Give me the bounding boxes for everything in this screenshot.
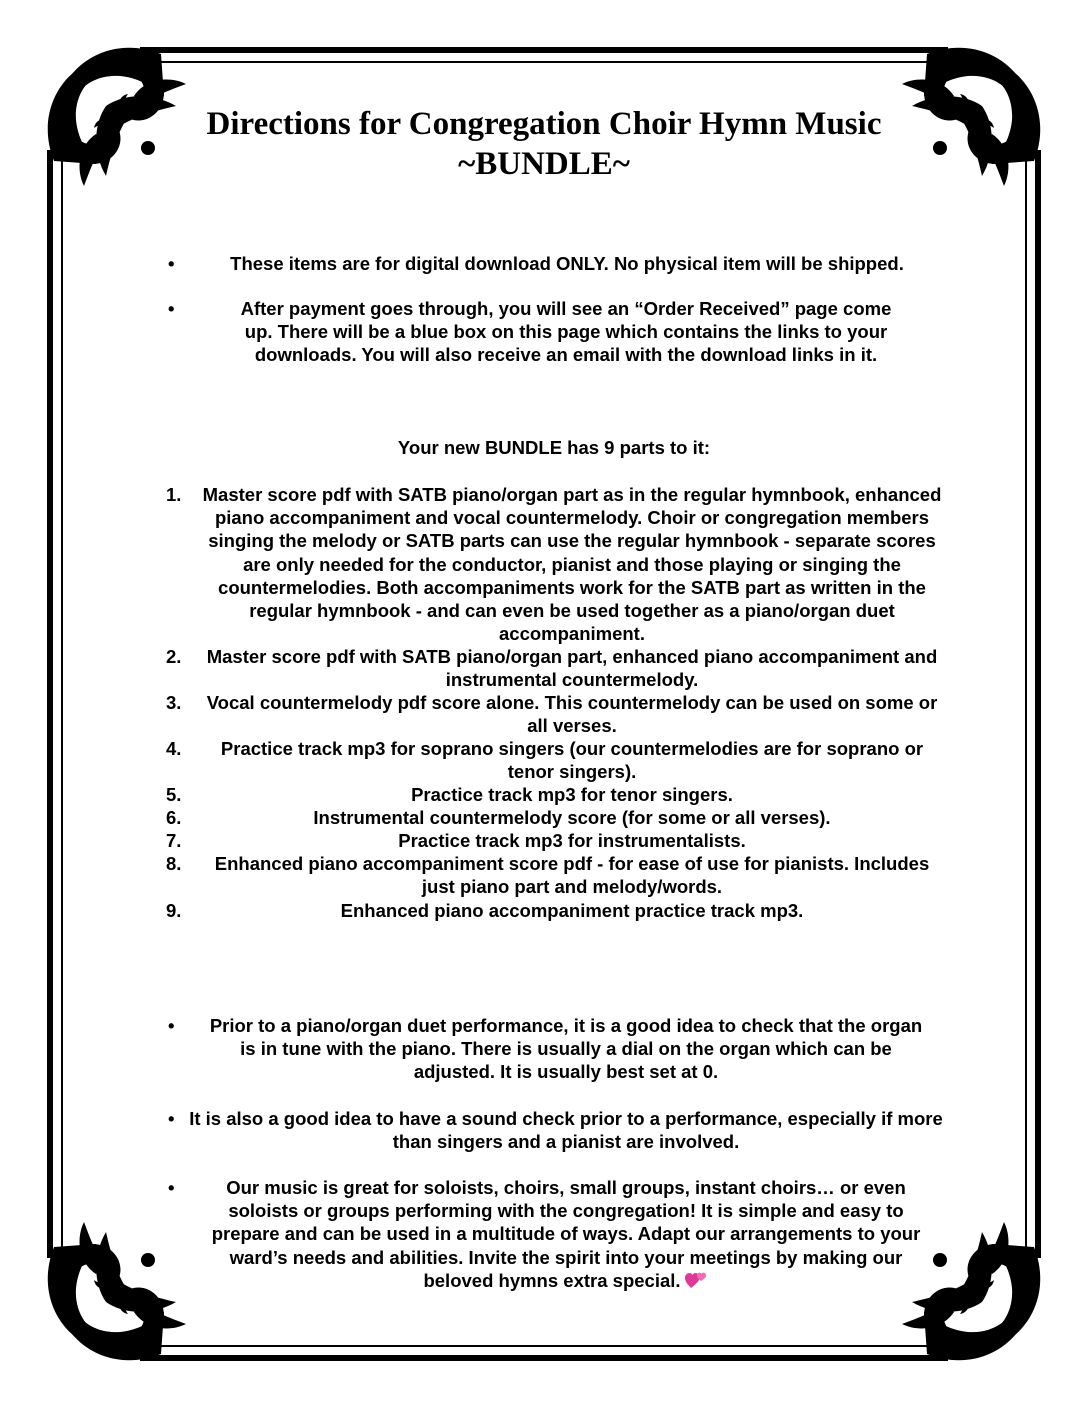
list-item-part-4: Practice track mp3 for soprano singers (our countermelodies are for soprano or tenor singers).	[220, 738, 924, 783]
tip-music-uses-text: Our music is great for soloists, choirs, small groups, instant choirs… or even soloists or groups performing with the congregation! It is simple and easy to prepare and can be used in a multitude of ways. Adapt our arrangements to your ward’s needs and abilities. Invite the spirit into your meetings by making our beloved hymns extra special.	[211, 1177, 921, 1291]
list-item-part-1: Master score pdf with SATB piano/organ part as in the regular hymnbook, enhanced piano accompaniment and vocal countermelody. Choir or congregation members singing the melody or SATB parts can use the regular hymnbook - separate scores are only needed for the conductor, pianist and those playing or singing the countermelodies. Both accompaniments work for the SATB part as written in the regular hymnbook - and can even be used together as a piano/organ duet accompaniment.	[202, 484, 942, 645]
tip-music-uses	[200, 1176, 932, 1292]
list-item-part-7: Practice track mp3 for instrumentalists.	[398, 830, 746, 851]
list-number: 3.	[166, 692, 182, 713]
bundle-heading: Your new BUNDLE has 9 parts to it:	[397, 437, 711, 458]
list-number: 9.	[166, 900, 182, 921]
list-item-part-6: Instrumental countermelody score (for some or all verses).	[313, 807, 831, 828]
list-item-part-2: Master score pdf with SATB piano/organ part, enhanced piano accompaniment and instrumental countermelody.	[206, 646, 938, 691]
list-number: 6.	[166, 807, 182, 828]
list-number: 1.	[166, 484, 182, 505]
list-number: 4.	[166, 738, 182, 759]
bullet-marker: •	[168, 1177, 175, 1198]
corner-ornament-bottom-left	[48, 1222, 186, 1360]
tip-organ-tuning: Prior to a piano/organ duet performance, it is a good idea to check that the organ is in tune with the piano. There is usually a dial on the organ which can be adjusted. It is usually best set at 0.	[209, 1015, 923, 1083]
list-item-part-3: Vocal countermelody pdf score alone. This countermelody can be used on some or all verses.	[206, 692, 938, 737]
page-title: Directions for Congregation Choir Hymn Music	[206, 106, 882, 142]
bullet-marker: •	[168, 1108, 175, 1129]
list-number: 8.	[166, 853, 182, 874]
bullet-marker: •	[168, 1015, 175, 1036]
list-number: 5.	[166, 784, 182, 805]
bullet-marker: •	[168, 253, 175, 274]
intro-bullet-order-received: After payment goes through, you will see an “Order Received” page come up. There will be a blue box on this page which contains the links to your downloads. You will also receive an email with the download links in it.	[240, 298, 892, 366]
page-subtitle: ~BUNDLE~	[458, 146, 630, 182]
intro-bullet-download-only: These items are for digital download ONLY. No physical item will be shipped.	[230, 253, 904, 274]
list-item-part-5: Practice track mp3 for tenor singers.	[411, 784, 733, 805]
tip-sound-check: It is also a good idea to have a sound check prior to a performance, especially if more than singers and a pianist are involved.	[189, 1108, 943, 1153]
bullet-marker: •	[168, 298, 175, 319]
list-item-part-8: Enhanced piano accompaniment score pdf - for ease of use for pianists. Includes just piano part and melody/words.	[214, 853, 930, 898]
list-number: 7.	[166, 830, 182, 851]
two-hearts-icon	[685, 1270, 709, 1290]
list-number: 2.	[166, 646, 182, 667]
list-item-part-9: Enhanced piano accompaniment practice track mp3.	[340, 900, 804, 921]
